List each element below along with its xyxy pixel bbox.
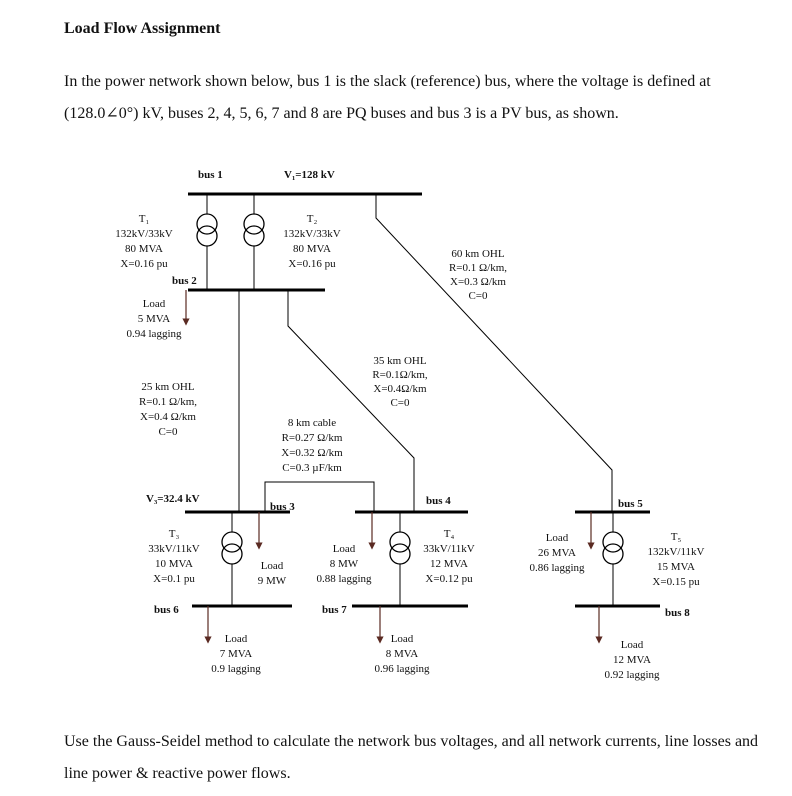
bus-8-label: bus 8 (665, 607, 690, 619)
svg-text:33kV/11kV: 33kV/11kV (148, 543, 200, 555)
svg-text:X=0.32 Ω/km: X=0.32 Ω/km (281, 447, 343, 459)
svg-text:8 km cable: 8 km cable (287, 417, 337, 429)
load-bus3-label (258, 560, 287, 587)
svg-text:0.92 lagging: 0.92 lagging (604, 669, 660, 681)
svg-text:X=0.15 pu: X=0.15 pu (652, 576, 700, 588)
svg-text:X=0.3 Ω/km: X=0.3 Ω/km (450, 276, 506, 288)
svg-text:T₃: T₃ (168, 528, 180, 540)
transformer-t2 (244, 194, 264, 290)
t3-label (148, 528, 200, 585)
transformer-t1 (197, 194, 217, 290)
svg-text:C=0: C=0 (468, 290, 488, 302)
svg-text:12 MVA: 12 MVA (612, 654, 652, 666)
ohl-35km-label (372, 355, 428, 409)
svg-text:0.94 lagging: 0.94 lagging (126, 328, 182, 340)
svg-text:60 km OHL: 60 km OHL (451, 248, 505, 260)
svg-text:33kV/11kV: 33kV/11kV (423, 543, 475, 555)
svg-text:80 MVA: 80 MVA (292, 243, 332, 255)
svg-text:X=0.4Ω/km: X=0.4Ω/km (373, 383, 427, 395)
svg-text:9 MW: 9 MW (257, 575, 287, 587)
svg-text:X=0.4 Ω/km: X=0.4 Ω/km (140, 411, 196, 423)
svg-text:R=0.27 Ω/km: R=0.27 Ω/km (281, 432, 343, 444)
svg-text:R=0.1 Ω/km,: R=0.1 Ω/km, (138, 396, 198, 408)
load-bus2-label (127, 298, 182, 340)
svg-text:Load: Load (142, 298, 166, 310)
svg-text:T₁: T₁ (138, 213, 150, 225)
svg-text:12 MVA: 12 MVA (429, 558, 469, 570)
svg-text:R=0.1 Ω/km,: R=0.1 Ω/km, (448, 262, 508, 274)
load-bus6-label (211, 633, 261, 675)
svg-text:132kV/33kV: 132kV/33kV (283, 228, 341, 240)
svg-text:C=0: C=0 (390, 397, 410, 409)
v3-label: V₃=32.4 kV (146, 493, 200, 505)
svg-text:26 MVA: 26 MVA (537, 547, 577, 559)
svg-text:T₄: T₄ (443, 528, 455, 540)
transformer-t3 (222, 512, 242, 606)
load-bus7-label (375, 633, 430, 675)
svg-text:8 MVA: 8 MVA (385, 648, 419, 660)
ohl-60km-label (449, 248, 507, 302)
bus-6-label: bus 6 (154, 604, 179, 616)
intro-paragraph: In the power network shown below, bus 1 is the slack (reference) bus, where the voltage is defined at (128.0∠0°) kV, buses 2, 4, 5, 6, 7 and 8 are PQ buses and bus 3 is a PV bus, as shown. (64, 73, 711, 122)
load-bus4-label (317, 543, 372, 585)
line-60km-ohl (376, 194, 612, 512)
bus-7-label: bus 7 (322, 604, 347, 616)
svg-text:0.88 lagging: 0.88 lagging (316, 573, 372, 585)
svg-text:Load: Load (545, 532, 569, 544)
task-paragraph: Use the Gauss-Seidel method to calculate the network bus voltages, and all network currents, line losses and line power & reactive power flows. (64, 733, 759, 782)
bus-2-label: bus 2 (172, 275, 197, 287)
svg-text:C=0.3 µF/km: C=0.3 µF/km (282, 462, 342, 474)
svg-text:T₅: T₅ (670, 531, 682, 543)
bus-3-label: bus 3 (270, 501, 295, 513)
svg-text:R=0.1Ω/km,: R=0.1Ω/km, (372, 369, 428, 381)
v1-label: V₁=128 kV (284, 169, 335, 181)
svg-text:0.96 lagging: 0.96 lagging (374, 663, 430, 675)
svg-text:10 MVA: 10 MVA (154, 558, 194, 570)
svg-text:0.86 lagging: 0.86 lagging (529, 562, 585, 574)
bus-5-label: bus 5 (618, 498, 643, 510)
t2-label (283, 213, 341, 270)
svg-text:Load: Load (620, 639, 644, 651)
svg-text:Load: Load (390, 633, 414, 645)
svg-text:8 MW: 8 MW (329, 558, 359, 570)
transformer-t5 (603, 512, 623, 606)
page-title: Load Flow Assignment (64, 20, 221, 37)
svg-text:C=0: C=0 (158, 426, 178, 438)
svg-text:0.9 lagging: 0.9 lagging (211, 663, 261, 675)
transformer-t4 (390, 512, 410, 606)
bus-4-label: bus 4 (426, 495, 451, 507)
svg-text:132kV/11kV: 132kV/11kV (647, 546, 705, 558)
svg-text:X=0.1 pu: X=0.1 pu (153, 573, 195, 585)
svg-text:X=0.16 pu: X=0.16 pu (120, 258, 168, 270)
svg-text:132kV/33kV: 132kV/33kV (115, 228, 173, 240)
ohl-25km-label (139, 381, 197, 438)
svg-text:X=0.16 pu: X=0.16 pu (288, 258, 336, 270)
load-bus8-label (605, 639, 660, 681)
t1-label (115, 213, 173, 270)
bus-1-label: bus 1 (198, 169, 223, 181)
svg-text:5 MVA: 5 MVA (137, 313, 171, 325)
cable-8km-label (281, 417, 343, 474)
svg-text:X=0.12 pu: X=0.12 pu (425, 573, 473, 585)
t4-label (423, 528, 475, 585)
svg-text:Load: Load (332, 543, 356, 555)
svg-text:80 MVA: 80 MVA (124, 243, 164, 255)
svg-text:35 km OHL: 35 km OHL (373, 355, 427, 367)
svg-text:15 MVA: 15 MVA (656, 561, 696, 573)
svg-text:Load: Load (260, 560, 284, 572)
svg-text:25 km OHL: 25 km OHL (141, 381, 195, 393)
svg-text:Load: Load (224, 633, 248, 645)
svg-text:T₂: T₂ (306, 213, 318, 225)
load-bus5-label (530, 532, 585, 574)
t5-label (647, 531, 704, 588)
svg-text:7 MVA: 7 MVA (219, 648, 253, 660)
